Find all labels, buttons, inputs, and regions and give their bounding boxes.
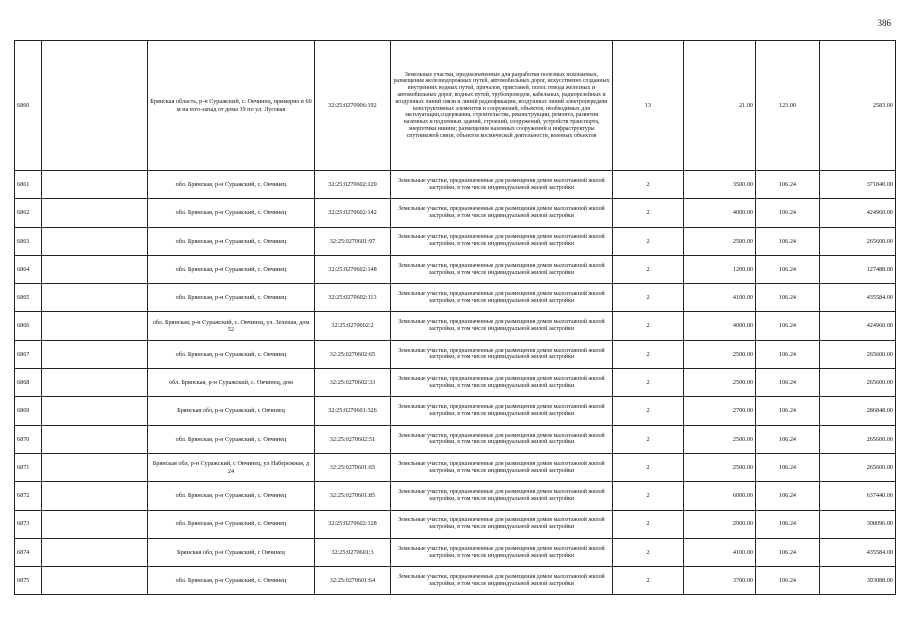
category-cell: 2 [613, 340, 684, 368]
address-cell: обл. Брянская, р-н Суражский, с. Овчинец [148, 425, 315, 453]
category-cell: 2 [613, 227, 684, 255]
cadastral-number-cell: 32:25:0270602:113 [315, 284, 391, 312]
rate-cell: 106.24 [756, 510, 820, 538]
address-cell: Брянская обл, р-н Суражский, с Овчинец [148, 397, 315, 425]
area-cell: 2900.00 [684, 510, 756, 538]
cadastral-value-cell: 435584.00 [820, 284, 896, 312]
address-cell: Брянская область, р-н Суражский, с. Овчинец, примерно в 60 м на юго-запад от дома 19 по ул. Луговая [148, 41, 315, 171]
empty-cell [42, 425, 148, 453]
cadastral-value-cell: 127488.00 [820, 255, 896, 283]
table-row [15, 199, 896, 227]
cadastral-number-cell: 32:25:0270601:326 [315, 397, 391, 425]
category-cell: 2 [613, 369, 684, 397]
table-row [15, 41, 896, 171]
land-use-cell: Земельные участки, предназначенные для размещения домов малоэтажной жилой застройки, в том числе индивидуальной жилой застройки [391, 227, 613, 255]
area-cell: 3700.00 [684, 567, 756, 595]
empty-cell [42, 538, 148, 566]
land-use-cell: Земельные участки, предназначенные для размещения домов малоэтажной жилой застройки, в том числе индивидуальной жилой застройки [391, 567, 613, 595]
area-cell: 21.00 [684, 41, 756, 171]
land-use-cell: Земельные участки, предназначенные для размещения домов малоэтажной жилой застройки, в том числе индивидуальной жилой застройки [391, 369, 613, 397]
row-number-cell: 6872 [15, 482, 42, 510]
cadastral-value-cell: 393088.00 [820, 567, 896, 595]
category-cell: 2 [613, 397, 684, 425]
rate-cell: 106.24 [756, 312, 820, 340]
cadastral-number-cell: 32:25:0270602:129 [315, 171, 391, 199]
table-row [15, 340, 896, 368]
category-cell: 2 [613, 199, 684, 227]
area-cell: 4100.00 [684, 538, 756, 566]
rate-cell: 106.24 [756, 369, 820, 397]
row-number-cell: 6866 [15, 312, 42, 340]
address-cell: обл. Брянская, р-н Суражский, с. Овчинец, дом [148, 369, 315, 397]
area-cell: 4000.00 [684, 199, 756, 227]
rate-cell: 106.24 [756, 425, 820, 453]
table-body [15, 41, 896, 595]
row-number-cell: 6871 [15, 453, 42, 481]
land-use-cell: Земельные участки, предназначенные для размещения домов малоэтажной жилой застройки, в том числе индивидуальной жилой застройки [391, 453, 613, 481]
row-number-cell: 6861 [15, 171, 42, 199]
address-cell: обл. Брянская, р-н Суражский, с. Овчинец [148, 482, 315, 510]
land-use-cell: Земельные участки, предназначенные для размещения домов малоэтажной жилой застройки, в том числе индивидуальной жилой застройки [391, 312, 613, 340]
category-cell: 2 [613, 312, 684, 340]
rate-cell: 106.24 [756, 453, 820, 481]
table-row [15, 397, 896, 425]
cadastral-value-cell: 265600.00 [820, 227, 896, 255]
cadastral-number-cell: 32:25:0270602:33 [315, 369, 391, 397]
land-use-cell: Земельные участки, предназначенные для разработки полезных ископаемых, размещения железнодорожных путей, автомобильных дорог, искусственно созданных внутренних водных путей, причалов, пристаней, полос отвода железных и автомобильных дорог, водных путей, трубопроводов, кабельных, радиорелейных и воздушных линий связи и линий радиофикации, воздушных линий электропередачи конструктивных элементов и сооружений, объектов, необходимых для эксплуатации,содержания, строительства, реконструкции, ремонта, развития наземных и подземных зданий, строений, сооружений, устройств транспорта, энергетики иинязи; размещения наземных сооружений и инфраструктуры спутниковой связи, объектов космической деятельности, военных объектов [391, 41, 613, 171]
area-cell: 4100.00 [684, 284, 756, 312]
row-number-cell: 6868 [15, 369, 42, 397]
cadastral-value-cell: 308096.00 [820, 510, 896, 538]
cadastral-value-cell: 265600.00 [820, 340, 896, 368]
address-cell: обл. Брянская, р-н Суражский, с. Овчинец [148, 340, 315, 368]
row-number-cell: 6860 [15, 41, 42, 171]
cadastral-number-cell: 32:25:0270602:148 [315, 255, 391, 283]
category-cell: 2 [613, 482, 684, 510]
cadastral-number-cell: 32:25:0270602:51 [315, 425, 391, 453]
table-row [15, 312, 896, 340]
rate-cell: 106.24 [756, 284, 820, 312]
category-cell: 13 [613, 41, 684, 171]
category-cell: 2 [613, 567, 684, 595]
empty-cell [42, 397, 148, 425]
empty-cell [42, 199, 148, 227]
empty-cell [42, 255, 148, 283]
table-row [15, 227, 896, 255]
cadastral-number-cell: 32:25:0270906:192 [315, 41, 391, 171]
cadastral-value-cell: 265600.00 [820, 369, 896, 397]
rate-cell: 106.24 [756, 538, 820, 566]
address-cell: обл. Брянская, р-н Суражский, с. Овчинец [148, 510, 315, 538]
land-use-cell: Земельные участки, предназначенные для размещения домов малоэтажной жилой застройки, в том числе индивидуальной жилой застройки [391, 171, 613, 199]
table-row [15, 482, 896, 510]
cadastral-value-cell: 286848.00 [820, 397, 896, 425]
rate-cell: 106.24 [756, 227, 820, 255]
cadastral-value-cell: 424960.00 [820, 199, 896, 227]
cadastral-number-cell: 32:25:0270601:64 [315, 567, 391, 595]
area-cell: 2500.00 [684, 425, 756, 453]
table-row [15, 567, 896, 595]
land-use-cell: Земельные участки, предназначенные для размещения домов малоэтажной жилой застройки, в том числе индивидуальной жилой застройки [391, 255, 613, 283]
row-number-cell: 6862 [15, 199, 42, 227]
empty-cell [42, 284, 148, 312]
table-row [15, 255, 896, 283]
rate-cell: 106.24 [756, 340, 820, 368]
land-use-cell: Земельные участки, предназначенные для размещения домов малоэтажной жилой застройки, в том числе индивидуальной жилой застройки [391, 538, 613, 566]
land-registry-table [14, 40, 896, 595]
rate-cell: 106.24 [756, 199, 820, 227]
cadastral-number-cell: 32:25:0270602:142 [315, 199, 391, 227]
empty-cell [42, 453, 148, 481]
empty-cell [42, 482, 148, 510]
area-cell: 2500.00 [684, 369, 756, 397]
category-cell: 2 [613, 171, 684, 199]
table-row [15, 510, 896, 538]
rate-cell: 106.24 [756, 567, 820, 595]
cadastral-number-cell: 32:25:0270601:97 [315, 227, 391, 255]
cadastral-number-cell: 32:25:0270601:3 [315, 538, 391, 566]
category-cell: 2 [613, 255, 684, 283]
empty-cell [42, 340, 148, 368]
address-cell: Брянская обл, р-н Суражский, с Овчинец [148, 538, 315, 566]
cadastral-value-cell: 2583.00 [820, 41, 896, 171]
area-cell: 2500.00 [684, 227, 756, 255]
empty-cell [42, 227, 148, 255]
land-use-cell: Земельные участки, предназначенные для размещения домов малоэтажной жилой застройки, в том числе индивидуальной жилой застройки [391, 340, 613, 368]
rate-cell: 106.24 [756, 397, 820, 425]
area-cell: 4000.00 [684, 312, 756, 340]
address-cell: обл. Брянская, р-н Суражский, с. Овчинец [148, 255, 315, 283]
land-use-cell: Земельные участки, предназначенные для размещения домов малоэтажной жилой застройки, в том числе индивидуальной жилой застройки [391, 482, 613, 510]
area-cell: 6000.00 [684, 482, 756, 510]
address-cell: обл. Брянская, р-н Суражский, с. Овчинец, ул. Зеленая, дом 52 [148, 312, 315, 340]
category-cell: 2 [613, 510, 684, 538]
empty-cell [42, 41, 148, 171]
cadastral-value-cell: 265600.00 [820, 453, 896, 481]
cadastral-number-cell: 32:25:0270601:85 [315, 482, 391, 510]
cadastral-value-cell: 637440.00 [820, 482, 896, 510]
row-number-cell: 6870 [15, 425, 42, 453]
cadastral-number-cell: 32:25:0270602:65 [315, 340, 391, 368]
land-use-cell: Земельные участки, предназначенные для размещения домов малоэтажной жилой застройки, в том числе индивидуальной жилой застройки [391, 425, 613, 453]
empty-cell [42, 510, 148, 538]
area-cell: 3500.00 [684, 171, 756, 199]
row-number-cell: 6865 [15, 284, 42, 312]
land-use-cell: Земельные участки, предназначенные для размещения домов малоэтажной жилой застройки, в том числе индивидуальной жилой застройки [391, 284, 613, 312]
cadastral-number-cell: 32:25:0270601:65 [315, 453, 391, 481]
land-use-cell: Земельные участки, предназначенные для размещения домов малоэтажной жилой застройки, в том числе индивидуальной жилой застройки [391, 199, 613, 227]
empty-cell [42, 369, 148, 397]
address-cell: обл. Брянская, р-н Суражский, с. Овчинец [148, 567, 315, 595]
row-number-cell: 6867 [15, 340, 42, 368]
row-number-cell: 6875 [15, 567, 42, 595]
empty-cell [42, 567, 148, 595]
row-number-cell: 6864 [15, 255, 42, 283]
category-cell: 2 [613, 425, 684, 453]
empty-cell [42, 312, 148, 340]
row-number-cell: 6873 [15, 510, 42, 538]
row-number-cell: 6869 [15, 397, 42, 425]
cadastral-number-cell: 32:25:0270602:2 [315, 312, 391, 340]
area-cell: 1200.00 [684, 255, 756, 283]
rate-cell: 123.00 [756, 41, 820, 171]
table-row [15, 538, 896, 566]
area-cell: 2500.00 [684, 453, 756, 481]
table-row [15, 284, 896, 312]
address-cell: обл. Брянская, р-н Суражский, с. Овчинец [148, 227, 315, 255]
rate-cell: 106.24 [756, 482, 820, 510]
address-cell: обл. Брянская, р-н Суражский, с. Овчинец [148, 199, 315, 227]
address-cell: Брянская обл, р-н Суражский, с Овчинец, ул Набережная, д 24 [148, 453, 315, 481]
row-number-cell: 6874 [15, 538, 42, 566]
category-cell: 2 [613, 453, 684, 481]
page-number: 386 [877, 18, 891, 28]
address-cell: обл. Брянская, р-н Суражский, с. Овчинец [148, 284, 315, 312]
row-number-cell: 6863 [15, 227, 42, 255]
empty-cell [42, 171, 148, 199]
cadastral-value-cell: 265600.00 [820, 425, 896, 453]
table-row [15, 425, 896, 453]
category-cell: 2 [613, 538, 684, 566]
table-row [15, 453, 896, 481]
land-use-cell: Земельные участки, предназначенные для размещения домов малоэтажной жилой застройки, в том числе индивидуальной жилой застройки [391, 397, 613, 425]
area-cell: 2500.00 [684, 340, 756, 368]
address-cell: обл. Брянская, р-н Суражский, с. Овчинец [148, 171, 315, 199]
cadastral-value-cell: 424960.00 [820, 312, 896, 340]
cadastral-value-cell: 371840.00 [820, 171, 896, 199]
land-use-cell: Земельные участки, предназначенные для размещения домов малоэтажной жилой застройки, в том числе индивидуальной жилой застройки [391, 510, 613, 538]
category-cell: 2 [613, 284, 684, 312]
table-row [15, 171, 896, 199]
area-cell: 2700.00 [684, 397, 756, 425]
cadastral-value-cell: 435584.00 [820, 538, 896, 566]
rate-cell: 106.24 [756, 171, 820, 199]
cadastral-number-cell: 32:25:0270602:128 [315, 510, 391, 538]
table-row [15, 369, 896, 397]
rate-cell: 106.24 [756, 255, 820, 283]
